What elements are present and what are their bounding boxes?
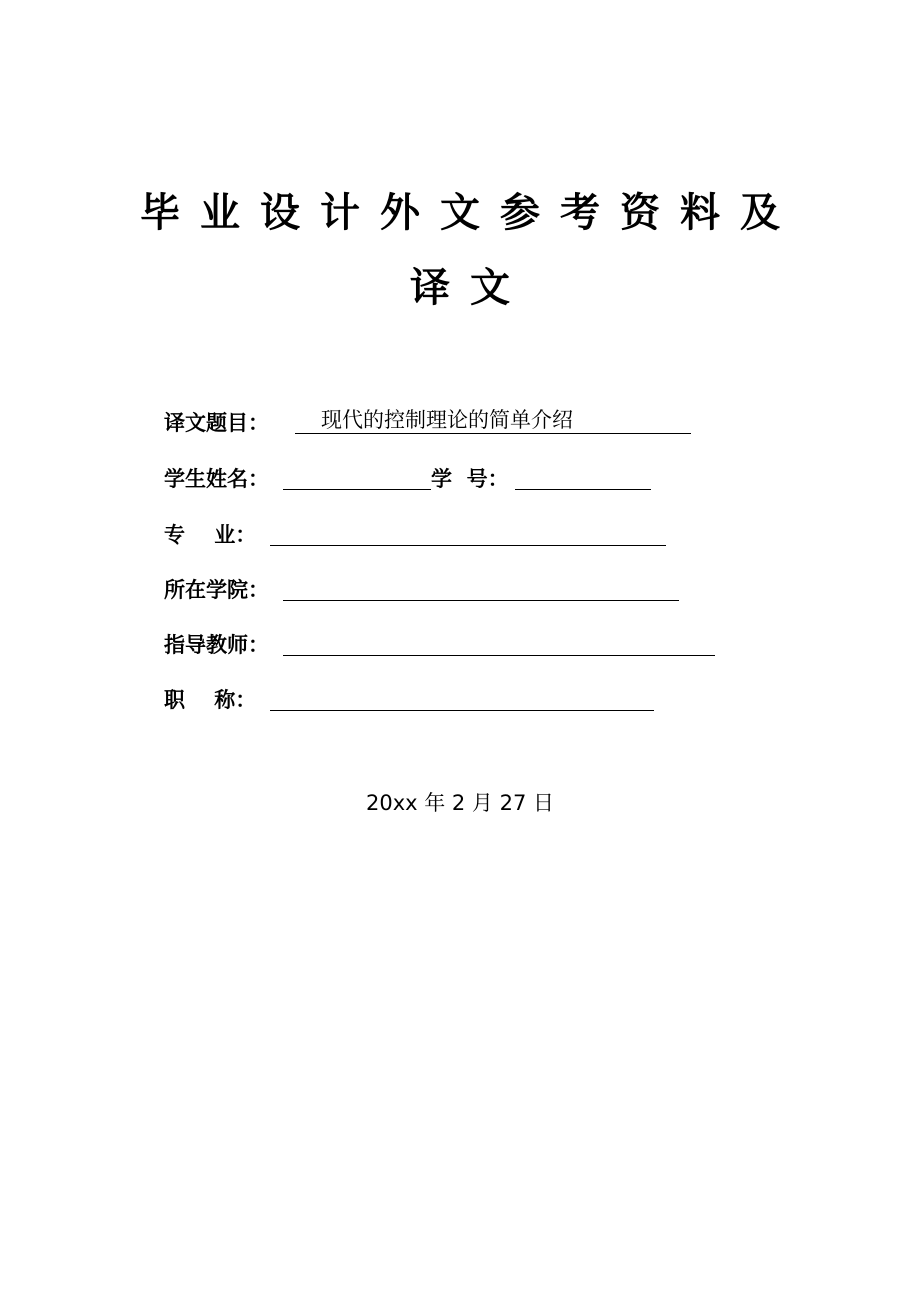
student-name-label: 学生姓名：: [164, 467, 269, 491]
advisor-label: 指导教师：: [164, 633, 269, 657]
student-number-label: 学 号：: [431, 467, 509, 491]
document-title-line-2: 译文: [410, 265, 530, 311]
student-row: [164, 460, 651, 490]
document-title-line-1: 毕业设计外文参考资料及: [140, 190, 800, 236]
student-number-field: [515, 466, 651, 490]
advisor-field: [283, 632, 715, 656]
rank-row: [164, 681, 654, 711]
document-date: 20xx 年 2 月 27 日: [365, 791, 555, 815]
college-label: 所在学院：: [164, 578, 269, 602]
college-row: [164, 571, 679, 601]
translation-title-row: [164, 404, 691, 434]
student-name-field: [283, 466, 431, 490]
major-label: 专 业：: [164, 523, 257, 547]
rank-label: 职 称：: [164, 688, 257, 712]
translation-title-field: [295, 410, 691, 434]
rank-field: [270, 687, 654, 711]
college-field: [283, 577, 679, 601]
translation-title-label: 译文题目：: [164, 411, 269, 435]
major-field: [270, 522, 666, 546]
advisor-row: [164, 626, 715, 656]
translation-title-value: 现代的控制理论的简单介绍: [321, 408, 573, 432]
major-row: [164, 516, 666, 546]
